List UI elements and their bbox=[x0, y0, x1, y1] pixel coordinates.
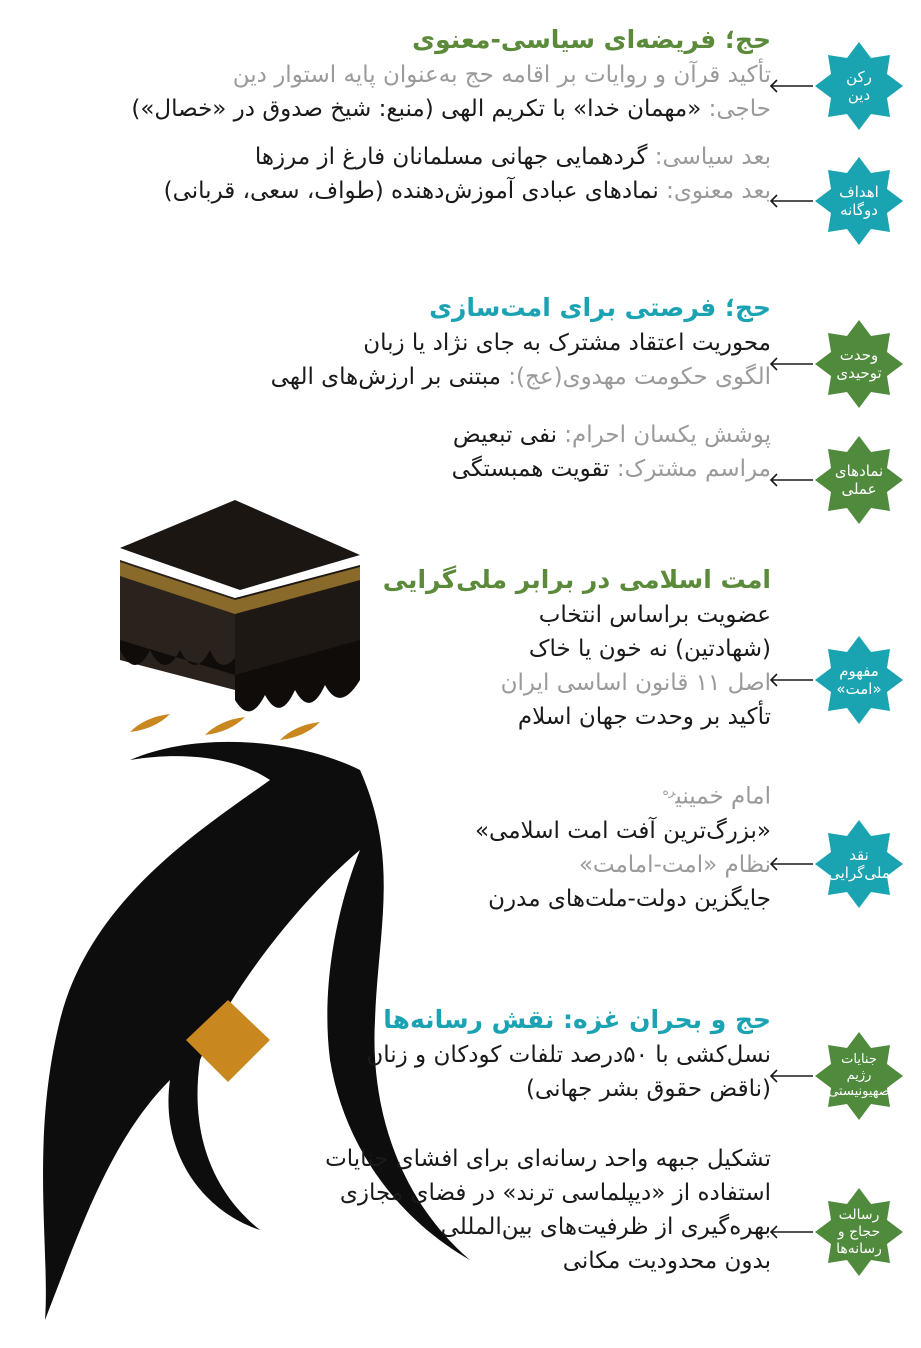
badge-pillar-of-religion bbox=[815, 42, 903, 130]
badge-ummah-concept bbox=[815, 636, 903, 724]
content-line: الگوی حکومت مهدوی(عج): مبتنی بر ارزش‌های الهی bbox=[270, 364, 771, 390]
section-heading: حج؛ فرصتی برای امت‌سازی bbox=[429, 293, 771, 322]
content-line: نسل‌کشی با ۵۰درصد تلفات کودکان و زنان bbox=[366, 1042, 771, 1068]
badge-zionist-crimes bbox=[815, 1032, 903, 1120]
content-line: عضویت براساس انتخاب bbox=[538, 602, 771, 628]
section-ummah-vs-nationalism bbox=[383, 562, 771, 916]
section-political-spiritual bbox=[131, 22, 771, 208]
content-line: اصل ۱۱ قانون اساسی ایران bbox=[500, 670, 771, 696]
content-line: (شهادتین) نه خون یا خاک bbox=[528, 636, 771, 662]
connector-arrow bbox=[769, 1222, 815, 1242]
badge-label: رکن دین bbox=[846, 68, 872, 104]
section-heading: حج و بحران غزه: نقش رسانه‌ها bbox=[383, 1005, 771, 1034]
badge-nationalism-critique bbox=[815, 820, 903, 908]
badge-label: مفهوم «امت» bbox=[836, 662, 882, 698]
content-line: تأکید بر وحدت جهان اسلام bbox=[517, 704, 771, 730]
content-line: بدون محدودیت مکانی bbox=[562, 1248, 771, 1274]
gold-stroke bbox=[205, 717, 245, 735]
connector-arrow bbox=[769, 854, 815, 874]
badge-dual-goals bbox=[815, 157, 903, 245]
content-line: جایگزین دولت-ملت‌های مدرن bbox=[488, 885, 771, 912]
section-heading: حج؛ فریضه‌ای سیاسی-معنوی bbox=[412, 25, 771, 54]
badge-label: رسالت حجاج و رسانه‌ها bbox=[836, 1206, 882, 1257]
badge-practical-symbols bbox=[815, 436, 903, 524]
content-line: محوریت اعتقاد مشترک به جای نژاد یا زبان bbox=[363, 330, 771, 356]
content-line: استفاده از «دیپلماسی ترند» در فضای مجازی bbox=[339, 1180, 771, 1206]
section-ummah-building bbox=[271, 290, 771, 486]
connector-arrow bbox=[769, 354, 815, 374]
content-line: «بزرگ‌ترین آفت امت اسلامی» bbox=[474, 817, 771, 844]
content-line: بهره‌گیری از ظرفیت‌های بین‌المللی bbox=[440, 1214, 771, 1240]
connector-arrow bbox=[769, 670, 815, 690]
badge-label: اهداف دوگانه bbox=[839, 183, 879, 219]
connector-arrow bbox=[769, 76, 815, 96]
content-line: نظام «امت-امامت» bbox=[578, 851, 771, 878]
content-line: (ناقض حقوق بشر جهانی) bbox=[525, 1076, 771, 1102]
content-line: تشکیل جبهه واحد رسانه‌ای برای افشای جنایات bbox=[325, 1146, 771, 1172]
content-line: پوشش یکسان احرام: نفی تبعیض bbox=[452, 422, 771, 448]
content-line: تأکید قرآن و روایات بر اقامه حج به‌عنوان پایه استوار دین bbox=[232, 62, 771, 88]
gold-stroke bbox=[280, 722, 320, 740]
content-line: بعد معنوی: نمادهای عبادی آموزش‌دهنده (طواف، سعی، قربانی) bbox=[163, 178, 771, 204]
content-line: بعد سیاسی: گردهمایی جهانی مسلمانان فارغ از مرزها bbox=[254, 144, 771, 170]
badge-monotheistic-unity bbox=[815, 320, 903, 408]
content-line: امام خمینی$^{ره}$ bbox=[662, 783, 771, 810]
badge-label: نقد ملی‌گرایی bbox=[828, 846, 890, 882]
section-heading: امت اسلامی در برابر ملی‌گرایی bbox=[382, 565, 771, 594]
badge-label: نمادهای عملی bbox=[834, 462, 884, 498]
badge-label: وحدت توحیدی bbox=[836, 346, 882, 382]
gold-stroke bbox=[130, 714, 170, 732]
section-gaza-media bbox=[325, 1002, 771, 1278]
badge-label: جنایات رژیم صهیونیستی bbox=[828, 1052, 890, 1099]
badge-pilgrims-media-mission bbox=[815, 1188, 903, 1276]
connector-arrow bbox=[769, 470, 815, 490]
connector-arrow bbox=[769, 1066, 815, 1086]
content-line: حاجی: «مهمان خدا» با تکریم الهی (منبع: شیخ صدوق در «خصال») bbox=[131, 96, 771, 122]
connector-arrow bbox=[769, 191, 815, 211]
content-line: مراسم مشترک: تقویت همبستگی bbox=[451, 456, 771, 482]
